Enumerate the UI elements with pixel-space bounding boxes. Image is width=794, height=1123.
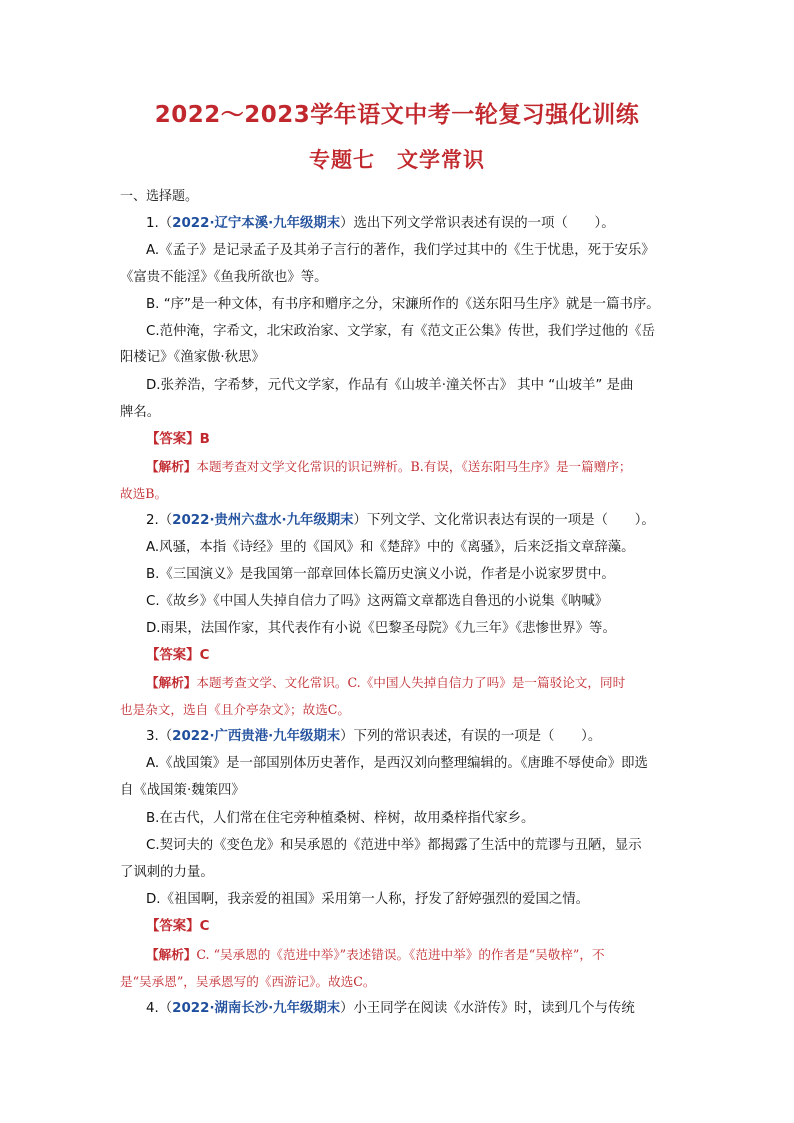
answer-label: 【答案】	[146, 648, 200, 663]
explanation-cont: 是“吴承恩”，吴承恩写的《西游记》。故选C。	[120, 974, 376, 989]
answer-line	[146, 647, 209, 665]
option-a-cont: 自《战国策·魏策四》	[120, 783, 245, 798]
question-text: ）下列文学、文化常识表达有误的一项是（ ）。	[353, 513, 655, 528]
explanation-label: 【解析】	[146, 947, 197, 962]
question-source: 2022·广西贵港·九年级期末	[172, 729, 341, 744]
document-subtitle: 专题七 文学常识	[309, 148, 485, 172]
question-number: 3.（	[146, 729, 173, 744]
question-source: 2022·湖南长沙·九年级期末	[172, 1001, 341, 1016]
question-1-stem	[146, 215, 615, 233]
explanation-text: 本题考查文学、文化常识。C.《中国人失掉自信力了吗》是一篇驳论文，同时	[196, 675, 626, 690]
explanation-text: C. “吴承恩的《范进中举》”表述错误。《范进中举》的作者是“吴敬梓”，不	[196, 947, 605, 962]
option-d: D.张养浩，字希梦，元代文学家，作品有《山坡羊·潼关怀古》 其中 “山坡羊” 是曲	[146, 378, 634, 393]
option-a: A.《战国策》是一部国别体历史著作，是西汉刘向整理编辑的。《唐雎不辱使命》即选	[146, 756, 648, 771]
question-source: 2022·贵州六盘水·九年级期末	[172, 513, 354, 528]
question-source: 2022·辽宁本溪·九年级期末	[172, 216, 341, 231]
option-c: C.契诃夫的《变色龙》和吴承恩的《范进中举》都揭露了生活中的荒谬与丑陋，显示	[146, 838, 642, 853]
option-b: B.在古代，人们常在住宅旁种植桑树、梓树，故用桑梓指代家乡。	[146, 811, 535, 826]
answer-value: B	[199, 432, 210, 447]
option-c: C.《故乡》《中国人失掉自信力了吗》这两篇文章都选自鲁迅的小说集《呐喊》	[146, 594, 609, 609]
document-title: 2022～2023学年语文中考一轮复习强化训练	[154, 102, 640, 128]
question-text: ）选出下列文学常识表述有误的一项（ ）。	[340, 216, 615, 231]
option-d: D.《祖国啊，我亲爱的祖国》采用第一人称，抒发了舒婷强烈的爱国之情。	[146, 892, 590, 907]
question-text: ）下列的常识表述，有误的一项是（ ）。	[340, 729, 602, 744]
question-number: 1.（	[146, 216, 173, 231]
explanation-label: 【解析】	[146, 459, 197, 474]
answer-value: C	[199, 919, 210, 934]
option-c-cont: 了讽刺的力量。	[120, 865, 214, 880]
option-b: B.《三国演义》是我国第一部章回体长篇历史演义小说，作者是小说家罗贯中。	[146, 567, 615, 582]
question-2-stem	[146, 512, 655, 530]
question-3-stem	[146, 728, 601, 746]
explanation-cont: 也是杂文，选自《且介亭杂文》；故选C。	[120, 702, 351, 717]
question-text: ）小王同学在阅读《水浒传》时，读到几个与传统	[340, 1001, 635, 1016]
option-d-cont: 牌名。	[120, 405, 161, 420]
option-a-cont: 《富贵不能淫》《鱼我所欲也》等。	[120, 270, 328, 285]
explanation-cont: 故选B。	[120, 486, 168, 501]
option-b: B. “序”是一种文体，有书序和赠序之分，宋濂所作的《送东阳马生序》就是一篇书序。	[146, 297, 660, 312]
option-c: C.范仲淹，字希文，北宋政治家、文学家，有《范文正公集》传世，我们学过他的《岳	[146, 324, 656, 339]
explanation-line	[146, 458, 632, 476]
explanation-line	[146, 946, 605, 964]
question-number: 2.（	[146, 513, 173, 528]
option-a: A.《孟子》是记录孟子及其弟子言行的著作，我们学过其中的《生于忧患，死于安乐》	[146, 243, 655, 258]
option-c-cont: 阳楼记》《渔家傲·秋思》	[120, 350, 265, 365]
answer-label: 【答案】	[146, 919, 200, 934]
explanation-text: 本题考查对文学文化常识的识记辨析。B.有误，《送东阳马生序》是一篇赠序；	[196, 459, 632, 474]
answer-label: 【答案】	[146, 432, 200, 447]
question-number: 4.（	[146, 1001, 173, 1016]
question-4-stem	[146, 1000, 635, 1018]
explanation-label: 【解析】	[146, 675, 197, 690]
answer-line	[146, 918, 209, 936]
section-heading: 一、选择题。	[120, 189, 199, 204]
option-d: D.雨果，法国作家，其代表作有小说《巴黎圣母院》《九三年》《悲惨世界》等。	[146, 621, 616, 636]
option-a: A.风骚，本指《诗经》里的《国风》和《楚辞》中的《离骚》，后来泛指文章辞藻。	[146, 540, 635, 555]
answer-value: C	[199, 648, 210, 663]
explanation-line	[146, 674, 625, 692]
answer-line	[146, 431, 210, 449]
